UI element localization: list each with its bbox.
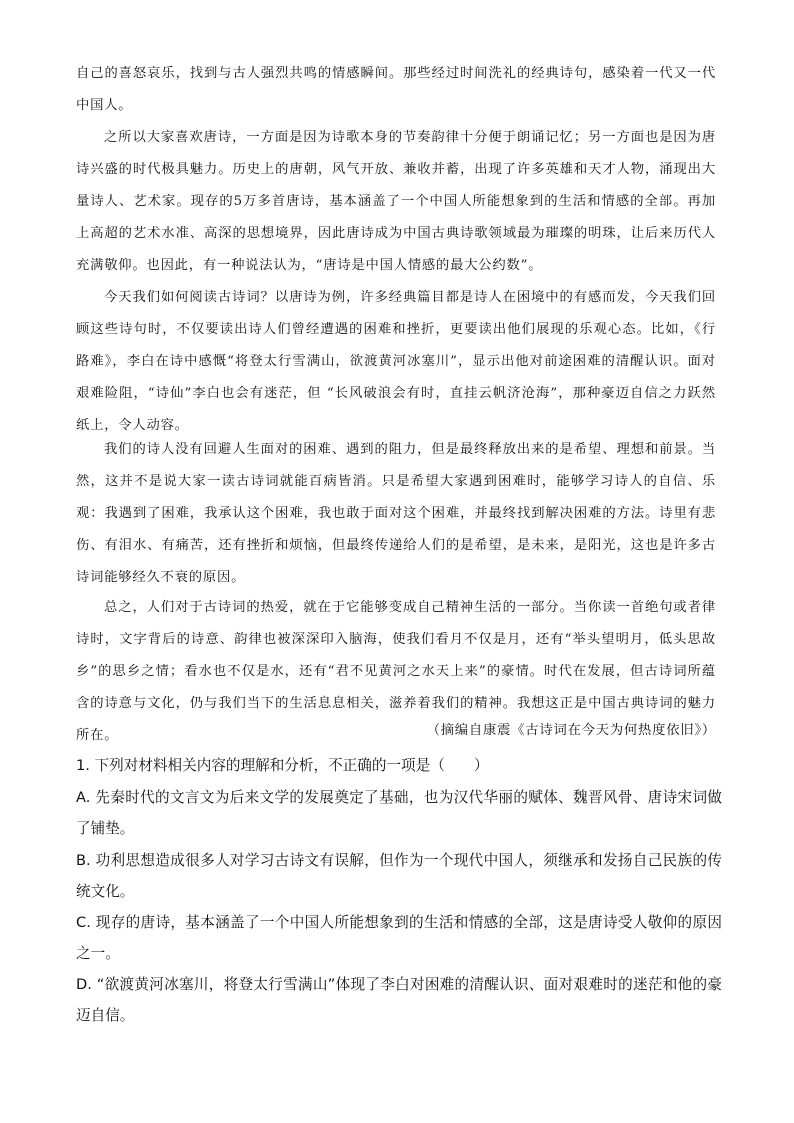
question-stem: 1. 下列对材料相关内容的理解和分析，不正确的一项是（ ） — [76, 757, 489, 774]
passage-paragraph-continued: 自己的喜怒哀乐，找到与古人强烈共鸣的情感瞬间。那些经过时间洗礼的经典诗句，感染着一代又一代中国人。 — [76, 66, 716, 113]
option-c[interactable]: C. 现存的唐诗，基本涵盖了一个中国人所能想象到的生活和情感的全部，这是唐诗受人敬仰的原因之一。 — [76, 914, 722, 962]
passage-paragraph-conclusion: 总之，人们对于古诗词的热爱，就在于它能够变成自己精神生活的一部分。当你读一首绝句或者律诗时，文字背后的诗意、韵律也被深深印入脑海，使我们看月不仅是月，还有“举头望明月，低头思故乡”的思乡之情；看水也不仅是水，还有“君不见黄河之水天上来”的豪情。时代在发展，但古诗词所蕴含的诗意与文化，仍与我们当下的生活息息相关，滋养着我们的精神。我想这正是中国古典诗词的魅力所在。 — [76, 600, 716, 743]
option-b[interactable]: B. 功利思想造成很多人对学习古诗文有误解，但作为一个现代中国人，须继承和发扬自己民族的传统文化。 — [76, 852, 722, 900]
passage-paragraph-hope: 我们的诗人没有回避人生面对的困难、遇到的阻力，但是最终释放出来的是希望、理想和前景。当然，这并不是说大家一读古诗词就能百病皆消。只是希望大家遇到困难时，能够学习诗人的自信、乐观：我遇到了困难，我承认这个困难，我也敢于面对这个困难，并最终找到解决困难的方法。诗里有悲伤、有泪水、有痛苦，还有挫折和烦恼，但最终传递给人们的是希望，是未来，是阳光，这也是许多古诗词能够经久不衰的原因。 — [76, 442, 716, 585]
option-a[interactable]: A. 先秦时代的文言文为后来文学的发展奠定了基础，也为汉代华丽的赋体、魏晋风骨、唐诗宋词做了铺垫。 — [76, 789, 722, 837]
passage-paragraph-reading: 今天我们如何阅读古诗词？以唐诗为例，许多经典篇目都是诗人在困境中的有感而发，今天我们回顾这些诗句时，不仅要读出诗人们曾经遭遇的困难和挫折，更要读出他们展现的乐观心态。比如，《行路难》，李白在诗中感慨“将登太行雪满山，欲渡黄河冰塞川”，显示出他对前途困难的清醒认识。面对艰难险阻，“诗仙”李白也会有迷茫，但 “长风破浪会有时，直挂云帆济沧海”，那种豪迈自信之力跃然纸上，令人动容。 — [76, 290, 716, 433]
passage-source: （摘编自康震《古诗词在今天为何热度依旧》） — [426, 723, 716, 738]
option-d[interactable]: D. “欲渡黄河冰塞川，将登太行雪满山”体现了李白对困难的清醒认识、面对艰难时的迷茫和他的豪迈自信。 — [76, 976, 722, 1024]
passage-paragraph-tang-poetry: 之所以大家喜欢唐诗，一方面是因为诗歌本身的节奏韵律十分便于朗诵记忆；另一方面也是因为唐诗兴盛的时代极具魅力。历史上的唐朝，风气开放、兼收并蓄，出现了许多英雄和天才人物，涌现出大量诗人、艺术家。现存的5万多首唐诗，基本涵盖了一个中国人所能想象到的生活和情感的全部。再加上高超的艺术水准、高深的思想境界，因此唐诗成为中国古典诗歌领域最为璀璨的明珠，让后来历代人充满敬仰。也因此，有一种说法认为，“唐诗是中国人情感的最大公约数”。 — [76, 130, 716, 273]
